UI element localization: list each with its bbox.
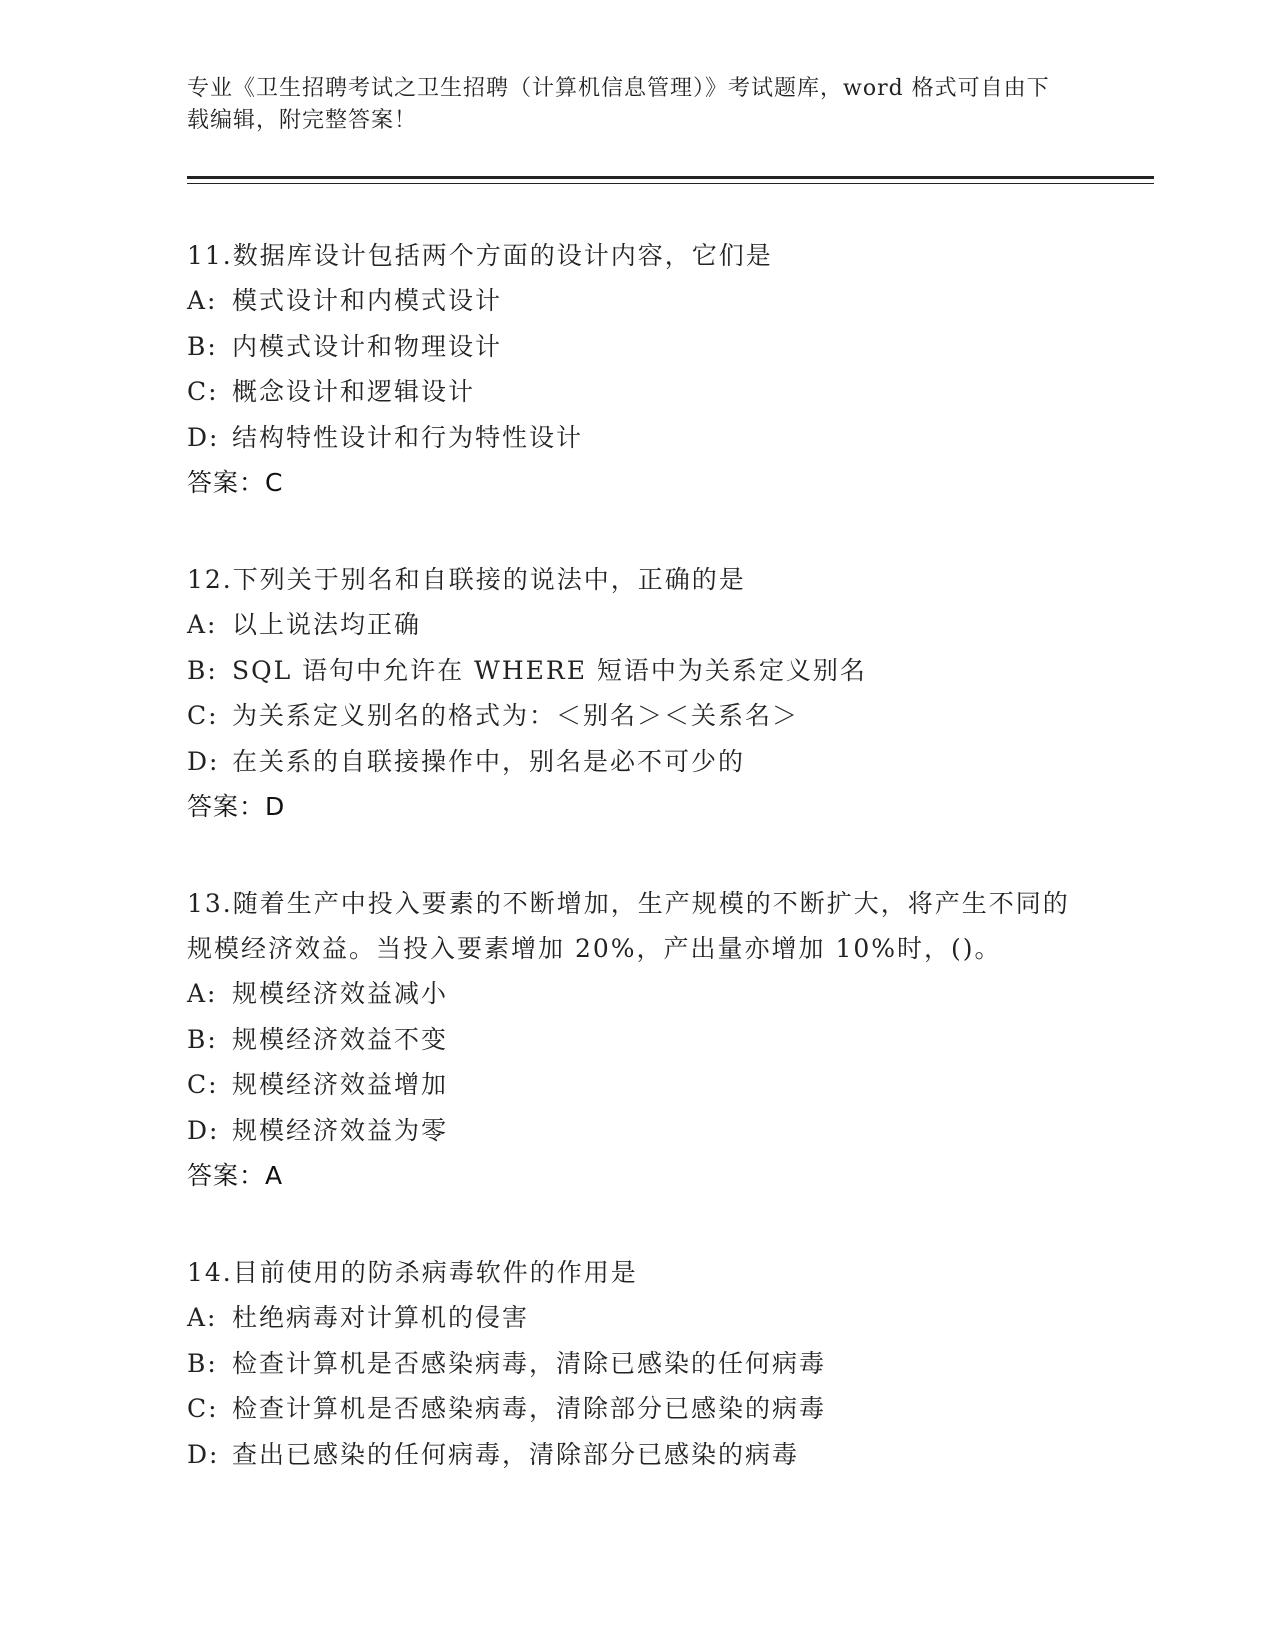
option-text: 杜绝病毒对计算机的侵害: [232, 1303, 530, 1332]
option-letter: B:: [187, 655, 218, 685]
answer-line: 答案：D: [187, 792, 286, 821]
option-letter: A:: [187, 610, 218, 639]
question-13: [187, 881, 1087, 1198]
option-letter: B:: [187, 331, 218, 361]
option-b: [187, 324, 1087, 370]
option-letter: D:: [187, 422, 220, 452]
option-text: SQL 语句中允许在 WHERE 短语中为关系定义别名: [232, 655, 867, 685]
option-letter: A:: [187, 1303, 218, 1332]
option-text: 概念设计和逻辑设计: [232, 377, 476, 406]
question-stem: 13.随着生产中投入要素的不断增加，生产规模的不断扩大，将产生不同的规模经济效益。当投入要素增加 20%，产出量亦增加 10%时，()。: [187, 889, 1070, 963]
header-divider-thick: [187, 176, 1154, 179]
option-text: 规模经济效益减小: [232, 979, 449, 1008]
option-text: 检查计算机是否感染病毒，清除已感染的任何病毒: [232, 1348, 827, 1378]
option-text: 内模式设计和物理设计: [232, 331, 503, 361]
option-letter: B:: [187, 1024, 218, 1054]
option-letter: A:: [187, 286, 218, 315]
option-text: 查出已感染的任何病毒，清除部分已感染的病毒: [232, 1439, 800, 1469]
option-letter: C:: [187, 1070, 219, 1099]
option-letter: C:: [187, 701, 219, 730]
header-divider-thin: [187, 183, 1154, 184]
option-text: 模式设计和内模式设计: [232, 286, 503, 315]
question-stem: 14.目前使用的防杀病毒软件的作用是: [187, 1258, 638, 1287]
option-text: 以上说法均正确: [232, 610, 422, 639]
option-letter: D:: [187, 1115, 220, 1145]
option-text: 检查计算机是否感染病毒，清除部分已感染的病毒: [232, 1394, 827, 1423]
option-a: [187, 1295, 1087, 1341]
option-text: 规模经济效益增加: [232, 1070, 449, 1099]
option-letter: B:: [187, 1348, 218, 1378]
option-text: 结构特性设计和行为特性设计: [232, 422, 584, 452]
option-d: [187, 1432, 1087, 1478]
option-b: [187, 648, 1087, 694]
option-c: [187, 369, 1087, 415]
option-letter: D:: [187, 1439, 220, 1469]
option-text: 为关系定义别名的格式为：＜别名＞＜关系名＞: [232, 701, 800, 730]
question-stem: 11.数据库设计包括两个方面的设计内容，它们是: [187, 241, 773, 270]
option-text: 在关系的自联接操作中，别名是必不可少的: [232, 746, 746, 776]
option-a: [187, 971, 1087, 1017]
answer-line: 答案：A: [187, 1161, 284, 1190]
option-a: [187, 602, 1087, 648]
question-11: [187, 233, 1087, 505]
document-header: 专业《卫生招聘考试之卫生招聘（计算机信息管理）》考试题库，word 格式可自由下载编辑，附完整答案！: [187, 76, 1050, 133]
question-12: [187, 557, 1087, 829]
option-d: [187, 1108, 1087, 1154]
option-c: [187, 1386, 1087, 1432]
option-text: 规模经济效益不变: [232, 1024, 449, 1054]
option-letter: A:: [187, 979, 218, 1008]
option-text: 规模经济效益为零: [232, 1115, 449, 1145]
option-letter: D:: [187, 746, 220, 776]
option-letter: C:: [187, 1394, 219, 1423]
option-b: [187, 1341, 1087, 1387]
question-14: [187, 1250, 1087, 1477]
option-c: [187, 693, 1087, 739]
option-a: [187, 278, 1087, 324]
question-stem: 12.下列关于别名和自联接的说法中，正确的是: [187, 565, 746, 594]
option-b: [187, 1017, 1087, 1063]
option-d: [187, 415, 1087, 461]
option-c: [187, 1062, 1087, 1108]
option-d: [187, 739, 1087, 785]
option-letter: C:: [187, 377, 219, 406]
question-list: [187, 233, 1087, 1529]
answer-line: 答案：C: [187, 468, 284, 497]
